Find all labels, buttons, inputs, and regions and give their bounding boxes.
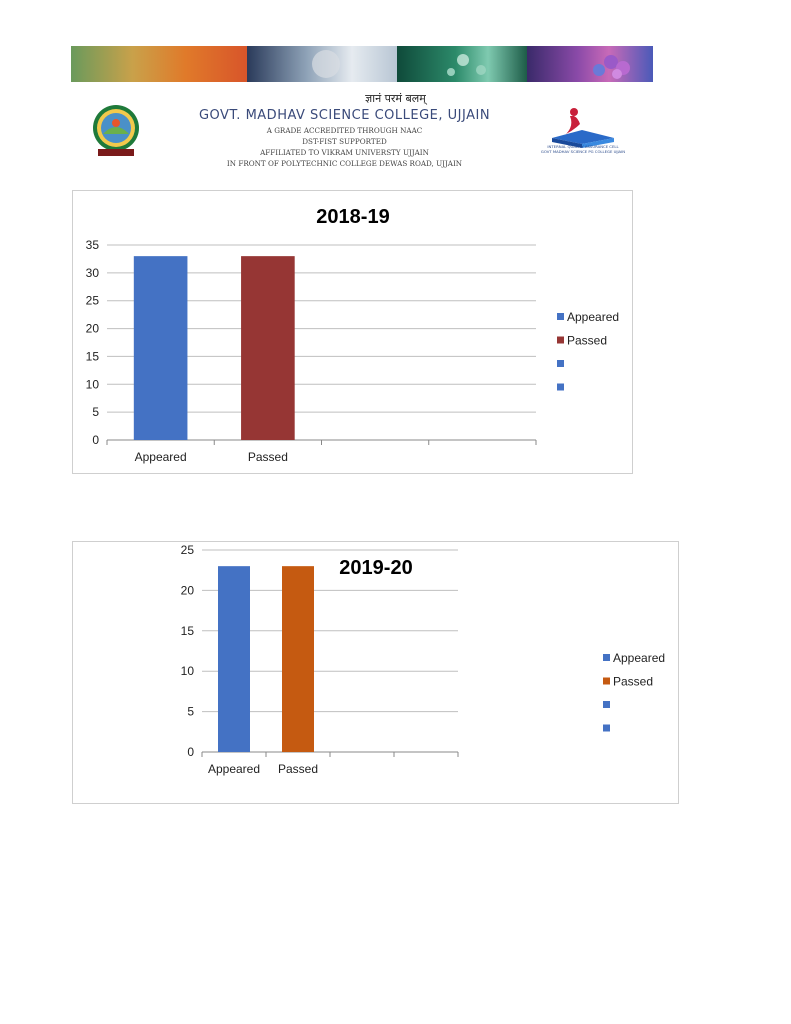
y-tick-label: 15: [85, 349, 99, 364]
y-tick-label: 25: [180, 543, 194, 557]
banner-decorations: [71, 46, 653, 82]
y-tick-label: 10: [180, 664, 194, 679]
iqac-caption: [530, 144, 636, 154]
y-tick-label: 30: [85, 265, 99, 280]
accreditation-line: A GRADE ACCREDITED THROUGH NAAC: [266, 126, 423, 135]
science-banner-image: [71, 46, 653, 82]
legend-swatch: [557, 313, 564, 320]
chart-2018-19: [72, 190, 633, 474]
y-tick-label: 15: [180, 623, 194, 638]
college-emblem-logo: [90, 104, 142, 158]
legend-label: Appeared: [613, 651, 666, 665]
legend-swatch: [557, 360, 564, 367]
x-tick-label: Appeared: [207, 762, 261, 776]
college-name: GOVT. MADHAV SCIENCE COLLEGE, UJJAIN: [198, 108, 491, 123]
iqac-caption-line: INTERNAL QUALITY ASSURANCE CELL: [547, 144, 619, 149]
x-tick-label: Passed: [277, 762, 319, 776]
chart-2019-20: [72, 541, 679, 804]
chart-2018-19-plot: [73, 191, 632, 473]
chart-title: 2018-19: [316, 206, 390, 228]
legend-swatch: [603, 654, 610, 661]
legend-label: Passed: [567, 333, 608, 348]
y-tick-label: 20: [180, 583, 194, 598]
x-tick-label: Passed: [247, 450, 288, 464]
chart-2019-20-plot: [73, 542, 678, 803]
legend-label: Appeared: [567, 310, 620, 324]
legend-swatch: [557, 337, 564, 344]
bar-passed: [241, 256, 295, 440]
bar-appeared: [218, 566, 250, 752]
iqac-caption-line: GOVT MADHAV SCIENCE PG COLLEGE UJJAIN: [540, 149, 626, 154]
y-tick-label: 10: [85, 377, 99, 392]
college-motto: ज्ञानं परमं बलम्: [365, 92, 426, 105]
y-tick-label: 0: [92, 433, 99, 447]
affiliation-line: AFFILIATED TO VIKRAM UNIVERSTY UJJAIN: [260, 148, 429, 157]
y-tick-label: 5: [187, 704, 194, 719]
address-line: IN FRONT OF POLYTECHNIC COLLEGE DEWAS ROAD, UJJAIN: [226, 159, 463, 168]
legend-swatch: [603, 678, 610, 685]
legend-swatch: [603, 701, 610, 708]
dst-fist-line: DST-FIST SUPPORTED: [302, 137, 387, 146]
x-tick-label: Appeared: [134, 450, 187, 464]
y-tick-label: 0: [187, 745, 194, 759]
bar-appeared: [134, 256, 188, 440]
legend-swatch: [557, 384, 564, 391]
y-tick-label: 5: [92, 405, 99, 420]
y-tick-label: 25: [85, 293, 99, 308]
y-tick-label: 20: [85, 321, 99, 336]
legend-swatch: [603, 725, 610, 732]
legend-label: Passed: [613, 674, 654, 689]
bar-passed: [282, 566, 314, 752]
chart-title: 2019-20: [339, 557, 413, 579]
y-tick-label: 35: [85, 238, 99, 252]
